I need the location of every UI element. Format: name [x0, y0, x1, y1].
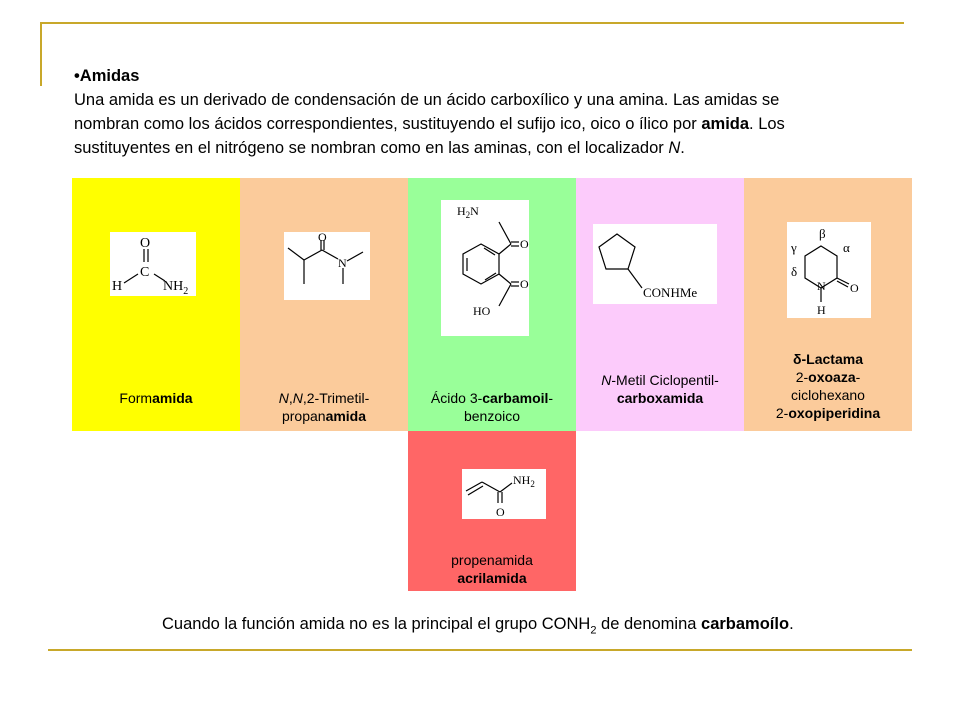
compound-trimetilpropanamida	[240, 178, 408, 431]
label-alpha: α	[843, 240, 850, 255]
atom-n: N	[817, 279, 826, 293]
top-rule	[40, 22, 904, 24]
lactama-name: δ-Lactama 2-oxoaza- ciclohexano 2-oxopiperidina	[775, 351, 881, 421]
atom-n: N	[338, 256, 347, 270]
carbamoilbenzoico-structure	[441, 200, 529, 336]
atom-nh2: $NH_2$	[163, 279, 189, 296]
carbamoilbenzoico-name: Ácido 3-carbamoil- benzoico	[430, 390, 554, 424]
atom-conhme: CONHMe	[643, 285, 698, 300]
label-beta: β	[819, 226, 826, 241]
compound-acrilamida	[408, 431, 576, 591]
compound-ciclopentilcarboxamida	[576, 178, 744, 431]
atom-h2n: $H_2N$	[457, 204, 479, 220]
bottom-rule	[48, 649, 912, 651]
acrilamida-structure	[462, 469, 546, 519]
formamida-structure	[110, 232, 196, 296]
formamida-structure-drawing	[110, 232, 196, 296]
atom-c: C	[140, 265, 150, 280]
formamida-name: Formamida	[119, 390, 193, 406]
ciclopentilcarboxamida-structure	[593, 224, 717, 304]
intro-text	[74, 64, 914, 160]
trimetilpropanamida-name: N,N,2-Trimetil- propanamida	[278, 390, 370, 424]
compound-formamida	[72, 178, 240, 431]
ciclopentilcarboxamida-structure-drawing	[593, 224, 717, 304]
compound-carbamoilbenzoico	[408, 178, 576, 431]
ciclopentilcarboxamida-name: N-Metil Ciclopentil- carboxamida	[601, 372, 719, 406]
atom-o: O	[318, 232, 327, 244]
acrilamida-name: propenamida acrilamida	[451, 552, 533, 586]
acrilamida-structure-drawing	[462, 469, 546, 519]
atom-o-amide: O	[520, 237, 529, 251]
atom-o-acid: O	[520, 277, 529, 291]
atom-nh2: $NH_2$	[513, 473, 535, 489]
label-gamma: γ	[791, 240, 797, 255]
atom-o: O	[496, 505, 505, 519]
intro-line-3: sustituyentes en el nitrógeno se nombran como en las aminas, con el localizador N.	[74, 139, 685, 157]
compound-lactama	[744, 178, 912, 431]
atom-ho: HO	[473, 304, 491, 318]
left-rule	[40, 22, 42, 86]
section-heading: •Amidas	[74, 67, 140, 85]
trimetilpropanamida-structure	[284, 232, 370, 300]
atom-h: H	[817, 303, 826, 317]
atom-o: O	[850, 281, 859, 295]
carbamoilbenzoico-structure-drawing	[441, 200, 529, 336]
footer-note: Cuando la función amida no es la principal el grupo $CONH_2$ de denomina carbamoílo.	[162, 615, 794, 637]
atom-h: H	[112, 279, 123, 294]
atom-o: O	[140, 236, 151, 251]
lactama-structure-drawing	[787, 222, 871, 318]
lactama-structure	[787, 222, 871, 318]
label-delta: δ	[791, 264, 798, 279]
intro-line-2: nombran como los ácidos correspondientes, sustituyendo el sufijo ico, oico o ílico por amida. Los	[74, 115, 785, 133]
intro-line-1: Una amida es un derivado de condensación de un ácido carboxílico y una amina. Las amidas se	[74, 91, 780, 109]
trimetilpropanamida-structure-drawing	[284, 232, 370, 300]
